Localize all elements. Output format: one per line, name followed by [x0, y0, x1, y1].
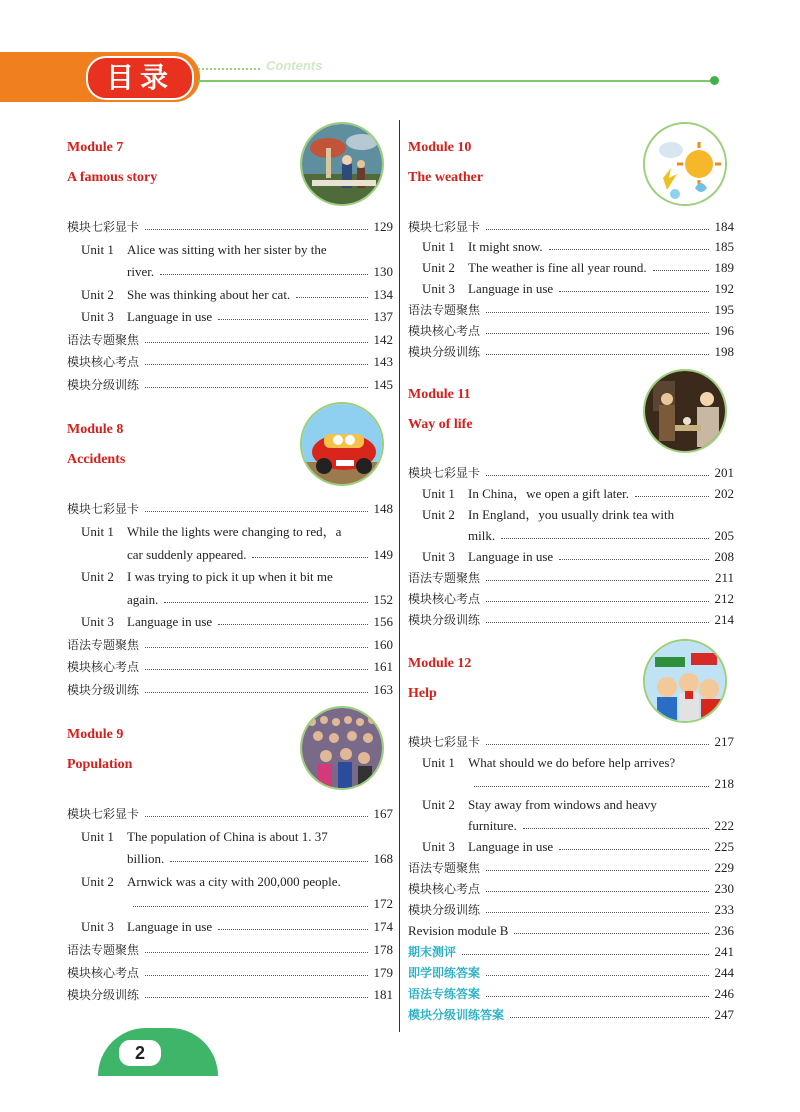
unit-label: Unit 2 [81, 874, 114, 889]
dot-leader [145, 975, 367, 976]
unit-label: Unit 1 [422, 239, 455, 254]
page-ref: 205 [714, 528, 734, 543]
dot-leader [145, 692, 367, 693]
dot-leader [296, 297, 367, 298]
page-ref: 202 [714, 486, 734, 501]
page-ref: 142 [373, 332, 393, 347]
unit-label: Unit 2 [81, 287, 114, 302]
entry-title: 模块分级训练答案 [408, 1008, 505, 1022]
dot-leader [462, 954, 708, 955]
module-illustration [643, 369, 727, 453]
dot-leader [145, 387, 367, 388]
dot-leader [160, 274, 367, 275]
dot-leader [145, 511, 367, 512]
unit-label: Unit 1 [81, 829, 114, 844]
entry-title: 模块核心考点 [67, 355, 140, 369]
unit-label: Unit 3 [81, 309, 114, 324]
entry-title: 模块分级训练 [67, 378, 140, 392]
toc-entry[interactable] [408, 774, 734, 794]
entry-title: Alice was sitting with her sister by the [127, 242, 327, 257]
toc-entry[interactable] [408, 568, 734, 588]
page-ref: 233 [714, 902, 734, 917]
entry-title: 语法专题聚焦 [67, 333, 140, 347]
page-ref: 172 [373, 896, 393, 911]
unit-label: Unit 3 [81, 614, 114, 629]
page-ref: 195 [714, 302, 734, 317]
toc-entry[interactable] [67, 217, 393, 237]
page-ref: 247 [714, 1007, 734, 1022]
entry-title: While the lights were changing to red，a [127, 524, 342, 539]
entry-title: The weather is fine all year round. [468, 260, 647, 275]
module-illustration [300, 706, 384, 790]
module-title[interactable]: A famous story [67, 170, 158, 185]
entry-title: 模块分级训练 [67, 988, 140, 1002]
toc-entry[interactable] [408, 900, 734, 920]
page-ref: 152 [373, 592, 393, 607]
dot-leader [486, 333, 708, 334]
page-ref: 214 [714, 612, 734, 627]
toc-entry[interactable] [67, 680, 393, 700]
toc-entry[interactable] [67, 590, 393, 610]
dot-leader [252, 557, 367, 558]
dot-leader [559, 559, 708, 560]
unit-label: Unit 2 [422, 260, 455, 275]
entry-title: 模块核心考点 [408, 324, 481, 338]
entry-title: I was trying to pick it up when it bit me [127, 569, 333, 584]
page-ref: 145 [373, 377, 393, 392]
entry-title: Language in use [127, 614, 213, 629]
module-illustration [300, 402, 384, 486]
page-ref: 192 [714, 281, 734, 296]
entry-title: In England，you usually drink tea with [468, 507, 675, 522]
toc-entry[interactable] [408, 300, 734, 320]
entry-title: 期末测评 [408, 945, 457, 959]
page-ref: 241 [714, 944, 734, 959]
toc-entry[interactable] [408, 589, 734, 609]
dot-leader [218, 929, 367, 930]
dot-leader [145, 952, 367, 953]
entry-title: 模块分级训练 [408, 903, 481, 917]
page-number: 2 [117, 1038, 163, 1068]
toc-entry[interactable] [67, 635, 393, 655]
toc-entry[interactable] [408, 610, 734, 630]
page-ref: 211 [714, 570, 734, 585]
page-ref: 196 [714, 323, 734, 338]
module-title[interactable]: Way of life [408, 417, 473, 432]
dot-leader [486, 354, 708, 355]
entry-title: 语法专题聚焦 [67, 943, 140, 957]
page-ref: 179 [373, 965, 393, 980]
unit-label: Unit 2 [81, 569, 114, 584]
page-title: 目录 [86, 56, 194, 100]
dot-leader [501, 538, 708, 539]
page-ref: 229 [714, 860, 734, 875]
dot-leader [486, 312, 708, 313]
toc-entry[interactable] [67, 963, 393, 983]
entry-title: 模块七彩显卡 [67, 502, 140, 516]
page-ref: 167 [373, 806, 393, 821]
page-ref: 189 [714, 260, 734, 275]
page-ref: 163 [373, 682, 393, 697]
page-ref: 217 [714, 734, 734, 749]
entry-title: Language in use [127, 919, 213, 934]
dot-leader [514, 933, 708, 934]
page-subtitle: Contents [266, 58, 323, 73]
entry-title: 模块分级训练 [408, 613, 481, 627]
entry-title: Stay away from windows and heavy [468, 797, 657, 812]
toc-entry[interactable] [408, 879, 734, 899]
dot-leader [164, 602, 367, 603]
unit-label: Unit 3 [422, 839, 455, 854]
toc-entry-line[interactable] [81, 567, 333, 587]
toc-entry-line[interactable] [81, 872, 341, 892]
page-ref: 178 [373, 942, 393, 957]
dot-leader [486, 622, 708, 623]
entry-title: 模块七彩显卡 [67, 807, 140, 821]
module-label[interactable]: Module 7 [67, 140, 124, 155]
entry-title: Revision module B [408, 923, 509, 938]
dot-leader [170, 861, 367, 862]
page-ref: 129 [373, 219, 393, 234]
entry-title: 模块七彩显卡 [408, 220, 481, 234]
module-illustration [300, 122, 384, 206]
entry-title: 语法专题聚焦 [408, 861, 481, 875]
entry-title: In China，we open a gift later. [468, 486, 630, 501]
toc-entry-line[interactable] [81, 240, 327, 260]
page-ref: 137 [373, 309, 393, 324]
toc-entry[interactable] [67, 352, 393, 372]
page-ref: 184 [714, 219, 734, 234]
toc-entry[interactable] [408, 258, 734, 278]
entry-title-cont: billion. [127, 851, 165, 866]
header-dots [198, 68, 260, 70]
toc-entry[interactable] [408, 816, 734, 836]
entry-title: Language in use [468, 839, 554, 854]
toc-entry[interactable] [67, 375, 393, 395]
toc-entry-line[interactable] [81, 522, 341, 542]
toc-entry[interactable] [408, 279, 734, 299]
toc-entry[interactable] [408, 217, 734, 237]
module-illustration [643, 122, 727, 206]
dot-leader [145, 364, 367, 365]
toc-entry[interactable] [408, 342, 734, 362]
dot-leader [474, 786, 709, 787]
module-title[interactable]: Help [408, 686, 437, 701]
module-label[interactable]: Module 10 [408, 140, 472, 155]
entry-title: 模块七彩显卡 [408, 466, 481, 480]
page-ref: 212 [714, 591, 734, 606]
entry-title: Language in use [468, 281, 554, 296]
page-ref: 156 [373, 614, 393, 629]
page-ref: 236 [714, 923, 734, 938]
toc-entry[interactable] [408, 1005, 734, 1025]
toc-entry[interactable] [408, 942, 734, 962]
entry-title: 模块分级训练 [408, 345, 481, 359]
dot-leader [559, 291, 708, 292]
toc-entry[interactable] [408, 963, 734, 983]
page-ref: 222 [714, 818, 734, 833]
dot-leader [145, 342, 367, 343]
toc-entry-line[interactable] [422, 505, 674, 525]
toc-entry[interactable] [67, 307, 393, 327]
dot-leader [486, 229, 708, 230]
dot-leader [486, 744, 708, 745]
toc-entry[interactable] [408, 732, 734, 752]
unit-label: Unit 1 [81, 242, 114, 257]
entry-title: 模块核心考点 [408, 592, 481, 606]
toc-entry[interactable] [67, 499, 393, 519]
toc-entry[interactable] [408, 858, 734, 878]
page-ref: 198 [714, 344, 734, 359]
dot-leader [653, 270, 709, 271]
toc-entry[interactable] [67, 657, 393, 677]
toc-entry[interactable] [408, 463, 734, 483]
unit-label: Unit 3 [81, 919, 114, 934]
entry-title: 模块七彩显卡 [408, 735, 481, 749]
page-ref: 181 [373, 987, 393, 1002]
module-label[interactable]: Module 12 [408, 656, 472, 671]
unit-label: Unit 3 [422, 281, 455, 296]
toc-entry[interactable] [67, 849, 393, 869]
entry-title: 语法专题聚焦 [408, 303, 481, 317]
page-ref: 230 [714, 881, 734, 896]
dot-leader [486, 912, 708, 913]
toc-entry[interactable] [67, 612, 393, 632]
dot-leader [486, 580, 709, 581]
dot-leader [218, 624, 367, 625]
entry-title: Language in use [468, 549, 554, 564]
page-ref: 201 [714, 465, 734, 480]
entry-title: 模块核心考点 [67, 660, 140, 674]
header-rule [198, 80, 712, 82]
dot-leader [486, 975, 708, 976]
entry-title: The population of China is about 1. 37 [127, 829, 328, 844]
page-ref: 143 [373, 354, 393, 369]
unit-label: Unit 2 [422, 507, 455, 522]
module-label[interactable]: Module 9 [67, 727, 124, 742]
toc-entry[interactable] [67, 330, 393, 350]
page-ref: 148 [373, 501, 393, 516]
module-label[interactable]: Module 8 [67, 422, 124, 437]
entry-title: 模块核心考点 [67, 966, 140, 980]
page-ref: 225 [714, 839, 734, 854]
toc-entry[interactable] [67, 917, 393, 937]
toc-entry[interactable] [67, 804, 393, 824]
entry-title: 即学即练答案 [408, 966, 481, 980]
dot-leader [145, 669, 367, 670]
unit-label: Unit 1 [422, 755, 455, 770]
entry-title: Arnwick was a city with 200,000 people. [127, 874, 341, 889]
toc-entry[interactable] [408, 547, 734, 567]
entry-title: 语法专练答案 [408, 987, 481, 1001]
dot-leader [486, 475, 708, 476]
dot-leader [549, 249, 709, 250]
toc-entry[interactable] [408, 921, 734, 941]
header-rule-dot [710, 76, 719, 85]
toc-entry[interactable] [67, 894, 393, 914]
dot-leader [218, 319, 367, 320]
dot-leader [559, 849, 708, 850]
page-ref: 160 [373, 637, 393, 652]
page-ref: 168 [373, 851, 393, 866]
unit-label: Unit 1 [81, 524, 114, 539]
module-title[interactable]: Population [67, 757, 133, 772]
entry-title-cont: car suddenly appeared. [127, 547, 247, 562]
entry-title: 模块核心考点 [408, 882, 481, 896]
unit-label: Unit 2 [422, 797, 455, 812]
toc-entry[interactable] [408, 984, 734, 1004]
page-ref: 208 [714, 549, 734, 564]
unit-label: Unit 1 [422, 486, 455, 501]
entry-title: 语法专题聚焦 [408, 571, 481, 585]
toc-entry[interactable] [67, 285, 393, 305]
toc-entry-line[interactable] [81, 827, 328, 847]
dot-leader [486, 870, 708, 871]
entry-title-cont: river. [127, 264, 155, 279]
toc-entry[interactable] [67, 262, 393, 282]
entry-title: 模块七彩显卡 [67, 220, 140, 234]
module-illustration [643, 639, 727, 723]
page-ref: 246 [714, 986, 734, 1001]
dot-leader [145, 229, 367, 230]
entry-title-cont: milk. [468, 528, 496, 543]
unit-label: Unit 3 [422, 549, 455, 564]
toc-entry[interactable] [67, 940, 393, 960]
page-ref: 149 [373, 547, 393, 562]
page-ref: 174 [373, 919, 393, 934]
page-ref: 185 [714, 239, 734, 254]
entry-title: What should we do before help arrives? [468, 755, 676, 770]
dot-leader [133, 906, 368, 907]
dot-leader [486, 891, 708, 892]
module-title[interactable]: Accidents [67, 452, 126, 467]
entry-title: 模块分级训练 [67, 683, 140, 697]
entry-title-cont: furniture. [468, 818, 517, 833]
toc-entry[interactable] [408, 321, 734, 341]
entry-title: 语法专题聚焦 [67, 638, 140, 652]
dot-leader [145, 997, 367, 998]
page-ref: 130 [373, 264, 393, 279]
toc-entry[interactable] [67, 985, 393, 1005]
page-ref: 244 [714, 965, 734, 980]
toc-entry[interactable] [67, 545, 393, 565]
column-divider [399, 120, 400, 1032]
toc-entry[interactable] [408, 837, 734, 857]
dot-leader [635, 496, 708, 497]
entry-title: Language in use [127, 309, 213, 324]
toc-entry[interactable] [408, 484, 734, 504]
module-label[interactable]: Module 11 [408, 387, 471, 402]
dot-leader [486, 601, 708, 602]
page-ref: 134 [373, 287, 393, 302]
toc-entry-line[interactable] [422, 795, 657, 815]
module-title[interactable]: The weather [408, 170, 484, 185]
dot-leader [510, 1017, 708, 1018]
dot-leader [145, 647, 367, 648]
page-ref: 161 [373, 659, 393, 674]
toc-entry[interactable] [408, 526, 734, 546]
dot-leader [145, 816, 367, 817]
dot-leader [523, 828, 709, 829]
dot-leader [486, 996, 708, 997]
page-ref: 218 [714, 776, 734, 791]
entry-title: It might snow. [468, 239, 543, 254]
toc-entry[interactable] [408, 237, 734, 257]
entry-title: She was thinking about her cat. [127, 287, 291, 302]
entry-title-cont: again. [127, 592, 159, 607]
toc-entry-line[interactable] [422, 753, 675, 773]
